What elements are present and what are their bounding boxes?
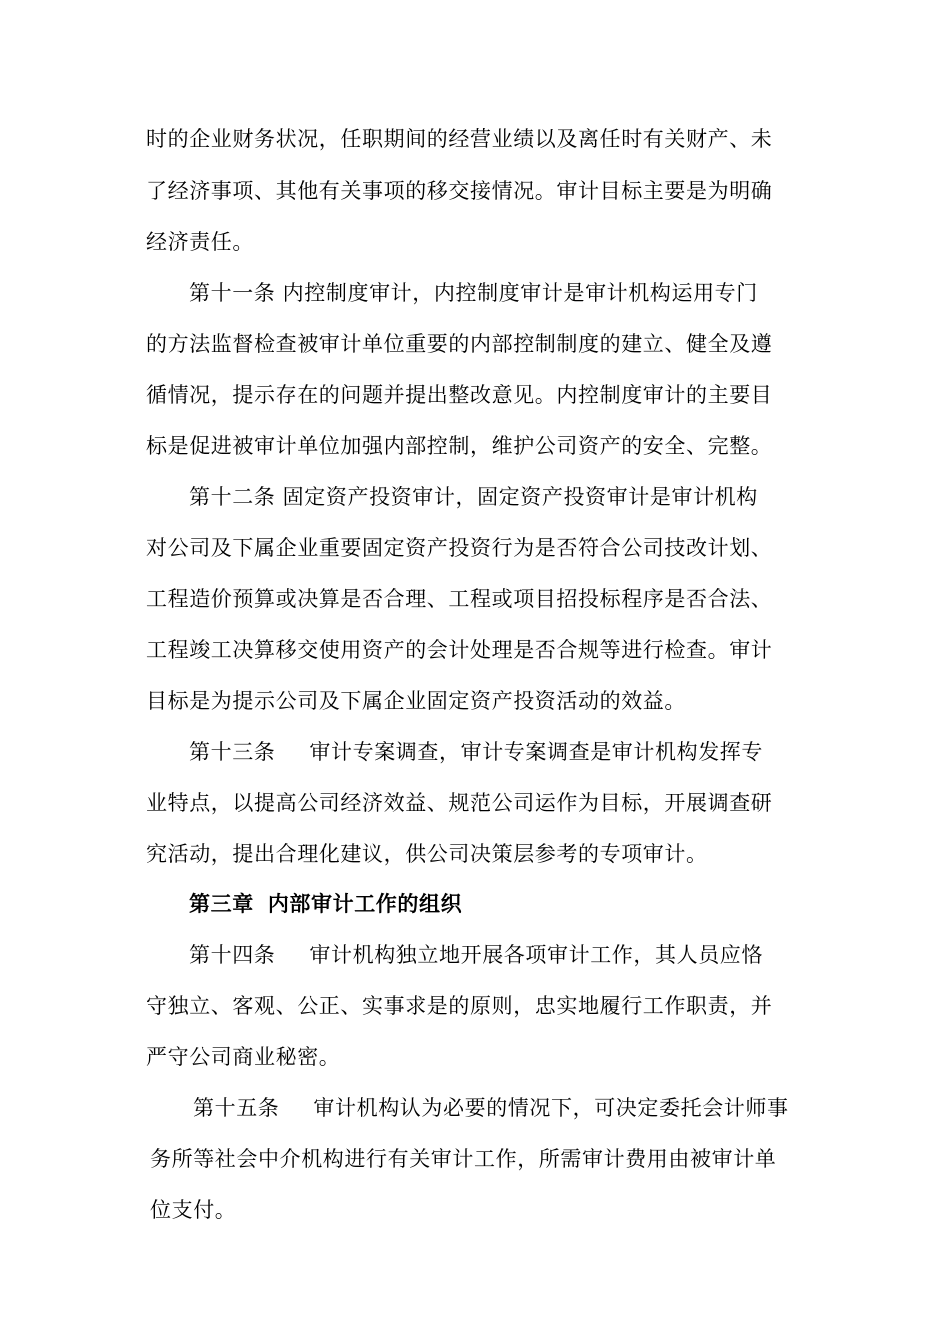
article-12-line: 第十二条 固定资产投资审计，固定资产投资审计是审计机构 <box>189 485 758 509</box>
paragraph-line: 位支付。 <box>150 1198 237 1222</box>
paragraph-line: 严守公司商业秘密。 <box>146 1045 341 1069</box>
paragraph-line: 的方法监督检查被审计单位重要的内部控制制度的建立、健全及遵 <box>146 332 773 356</box>
article-14-text: 审计机构独立地开展各项审计工作，其人员应恪 <box>309 943 764 967</box>
paragraph-line: 标是促进被审计单位加强内部控制，维护公司资产的安全、完整。 <box>146 434 773 458</box>
article-13-number: 第十三条 <box>189 740 276 764</box>
paragraph-line: 目标是为提示公司及下属企业固定资产投资活动的效益。 <box>146 689 686 713</box>
paragraph-line: 守独立、客观、公正、实事求是的原则，忠实地履行工作职责，并 <box>146 994 773 1018</box>
article-11-line: 第十一条 内控制度审计，内控制度审计是审计机构运用专门 <box>189 281 758 305</box>
article-15-number: 第十五条 <box>193 1096 280 1120</box>
article-14-line <box>189 941 763 969</box>
paragraph-line: 务所等社会中介机构进行有关审计工作，所需审计费用由被审计单 <box>150 1147 777 1171</box>
article-13-text: 审计专案调查，审计专案调查是审计机构发挥专 <box>309 740 764 764</box>
chapter-number: 第三章 <box>189 892 254 916</box>
paragraph-line: 经济责任。 <box>146 230 254 254</box>
article-15-line <box>193 1094 789 1122</box>
paragraph-line: 了经济事项、其他有关事项的移交接情况。审计目标主要是为明确 <box>146 179 773 203</box>
paragraph-line: 究活动，提出合理化建议，供公司决策层参考的专项审计。 <box>146 842 708 866</box>
chapter-title: 内部审计工作的组织 <box>267 892 463 916</box>
article-14-number: 第十四条 <box>189 943 276 967</box>
paragraph-line: 工程竣工决算移交使用资产的会计处理是否合规等进行检查。审计 <box>146 638 773 662</box>
paragraph-line: 对公司及下属企业重要固定资产投资行为是否符合公司技改计划、 <box>146 536 773 560</box>
paragraph-line: 循情况，提示存在的问题并提出整改意见。内控制度审计的主要目 <box>146 383 773 407</box>
article-13-line <box>189 738 763 766</box>
paragraph-line: 工程造价预算或决算是否合理、工程或项目招投标程序是否合法、 <box>146 587 773 611</box>
paragraph-line: 业特点，以提高公司经济效益、规范公司运作为目标，开展调查研 <box>146 791 773 815</box>
paragraph-line: 时的企业财务状况，任职期间的经营业绩以及离任时有关财产、未 <box>146 127 773 151</box>
article-15-text: 审计机构认为必要的情况下，可决定委托会计师事 <box>313 1096 789 1120</box>
chapter-heading <box>189 890 462 918</box>
